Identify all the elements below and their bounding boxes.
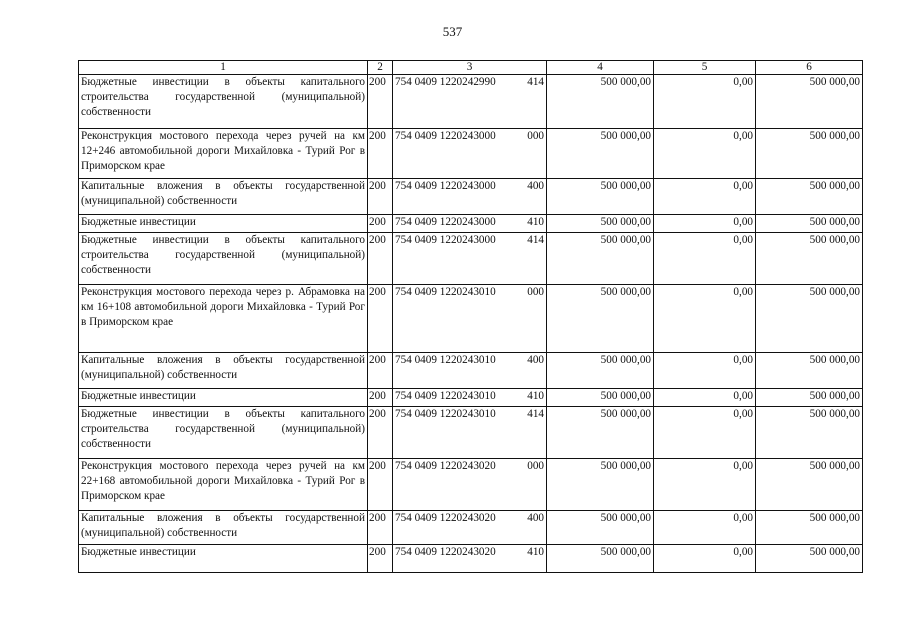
row-name: Бюджетные инвестиции в объекты капитального строительства государственной (муниципальной) собственности xyxy=(79,75,368,129)
row-code-1: 200 xyxy=(368,233,393,285)
row-value-6: 500 000,00 xyxy=(756,233,863,285)
row-code-main: 754 0409 1220243000 xyxy=(395,216,496,228)
column-header: 1 xyxy=(79,61,368,75)
row-code-type: 410 xyxy=(527,390,544,402)
table-row xyxy=(79,389,863,407)
row-name: Капитальные вложения в объекты государственной (муниципальной) собственности xyxy=(79,511,368,545)
row-code-1: 200 xyxy=(368,75,393,129)
row-value-6: 500 000,00 xyxy=(756,75,863,129)
row-code-1: 200 xyxy=(368,285,393,353)
row-code-1: 200 xyxy=(368,353,393,389)
row-value-5: 0,00 xyxy=(654,233,756,285)
row-value-5: 0,00 xyxy=(654,389,756,407)
row-code-type: 000 xyxy=(527,460,544,472)
budget-table xyxy=(78,60,863,573)
row-code-2 xyxy=(393,459,547,511)
row-code-main: 754 0409 1220243000 xyxy=(395,130,496,142)
table-row xyxy=(79,459,863,511)
row-code-2 xyxy=(393,129,547,179)
row-code-type: 400 xyxy=(527,180,544,192)
row-code-type: 410 xyxy=(527,216,544,228)
row-value-5: 0,00 xyxy=(654,129,756,179)
row-code-1: 200 xyxy=(368,511,393,545)
row-code-1: 200 xyxy=(368,179,393,215)
row-code-1: 200 xyxy=(368,545,393,573)
row-value-4: 500 000,00 xyxy=(547,179,654,215)
row-value-6: 500 000,00 xyxy=(756,511,863,545)
row-code-main: 754 0409 1220242990 xyxy=(395,76,496,88)
row-value-5: 0,00 xyxy=(654,545,756,573)
row-code-1: 200 xyxy=(368,389,393,407)
row-value-5: 0,00 xyxy=(654,353,756,389)
row-code-2 xyxy=(393,285,547,353)
row-code-main: 754 0409 1220243000 xyxy=(395,234,496,246)
row-code-main: 754 0409 1220243010 xyxy=(395,408,496,420)
table-row xyxy=(79,179,863,215)
row-name: Реконструкция мостового перехода через ручей на км 22+168 автомобильной дороги Михайловка - Турий Рог в Приморском крае xyxy=(79,459,368,511)
row-code-1: 200 xyxy=(368,129,393,179)
row-value-4: 500 000,00 xyxy=(547,285,654,353)
column-header: 5 xyxy=(654,61,756,75)
row-code-main: 754 0409 1220243020 xyxy=(395,460,496,472)
row-value-6: 500 000,00 xyxy=(756,459,863,511)
row-code-main: 754 0409 1220243010 xyxy=(395,286,496,298)
row-value-6: 500 000,00 xyxy=(756,389,863,407)
row-value-6: 500 000,00 xyxy=(756,179,863,215)
row-value-4: 500 000,00 xyxy=(547,459,654,511)
row-value-6: 500 000,00 xyxy=(756,407,863,459)
row-code-2 xyxy=(393,407,547,459)
table-row xyxy=(79,545,863,573)
row-code-2 xyxy=(393,511,547,545)
row-code-main: 754 0409 1220243000 xyxy=(395,180,496,192)
row-value-4: 500 000,00 xyxy=(547,511,654,545)
table-row xyxy=(79,353,863,389)
row-name: Реконструкция мостового перехода через р. Абрамовка на км 16+108 автомобильной дороги Михайловка - Турий Рог в Приморском крае xyxy=(79,285,368,353)
row-value-6: 500 000,00 xyxy=(756,285,863,353)
row-code-type: 414 xyxy=(527,234,544,246)
row-name: Бюджетные инвестиции xyxy=(79,215,368,233)
row-code-type: 414 xyxy=(527,76,544,88)
row-value-5: 0,00 xyxy=(654,75,756,129)
row-value-5: 0,00 xyxy=(654,407,756,459)
row-value-4: 500 000,00 xyxy=(547,389,654,407)
row-name: Бюджетные инвестиции в объекты капитального строительства государственной (муниципальной) собственности xyxy=(79,407,368,459)
row-value-5: 0,00 xyxy=(654,215,756,233)
row-value-6: 500 000,00 xyxy=(756,129,863,179)
row-code-type: 400 xyxy=(527,354,544,366)
table-header-row xyxy=(79,61,863,75)
row-code-main: 754 0409 1220243020 xyxy=(395,546,496,558)
row-code-2 xyxy=(393,389,547,407)
row-code-main: 754 0409 1220243010 xyxy=(395,390,496,402)
row-code-main: 754 0409 1220243010 xyxy=(395,354,496,366)
row-value-4: 500 000,00 xyxy=(547,545,654,573)
table-row xyxy=(79,407,863,459)
table-row xyxy=(79,285,863,353)
row-code-2 xyxy=(393,233,547,285)
row-value-5: 0,00 xyxy=(654,459,756,511)
row-code-2 xyxy=(393,545,547,573)
table-row xyxy=(79,511,863,545)
row-name: Реконструкция мостового перехода через ручей на км 12+246 автомобильной дороги Михайловка - Турий Рог в Приморском крае xyxy=(79,129,368,179)
row-code-1: 200 xyxy=(368,215,393,233)
row-name: Бюджетные инвестиции в объекты капитального строительства государственной (муниципальной) собственности xyxy=(79,233,368,285)
row-value-5: 0,00 xyxy=(654,285,756,353)
row-code-type: 400 xyxy=(527,512,544,524)
row-code-type: 414 xyxy=(527,408,544,420)
row-name: Капитальные вложения в объекты государственной (муниципальной) собственности xyxy=(79,353,368,389)
column-header: 2 xyxy=(368,61,393,75)
row-name: Бюджетные инвестиции xyxy=(79,545,368,573)
row-value-4: 500 000,00 xyxy=(547,233,654,285)
row-code-main: 754 0409 1220243020 xyxy=(395,512,496,524)
column-header: 3 xyxy=(393,61,547,75)
row-value-4: 500 000,00 xyxy=(547,129,654,179)
row-code-2 xyxy=(393,75,547,129)
page-number: 537 xyxy=(442,24,463,39)
row-code-2 xyxy=(393,215,547,233)
table-row xyxy=(79,233,863,285)
row-value-4: 500 000,00 xyxy=(547,407,654,459)
row-value-5: 0,00 xyxy=(654,179,756,215)
row-name: Капитальные вложения в объекты государственной (муниципальной) собственности xyxy=(79,179,368,215)
row-value-4: 500 000,00 xyxy=(547,353,654,389)
row-code-type: 000 xyxy=(527,130,544,142)
row-value-4: 500 000,00 xyxy=(547,215,654,233)
row-value-4: 500 000,00 xyxy=(547,75,654,129)
row-code-2 xyxy=(393,353,547,389)
row-code-1: 200 xyxy=(368,459,393,511)
row-value-5: 0,00 xyxy=(654,511,756,545)
row-code-2 xyxy=(393,179,547,215)
row-value-6: 500 000,00 xyxy=(756,545,863,573)
table-row xyxy=(79,75,863,129)
column-header: 4 xyxy=(547,61,654,75)
row-code-type: 000 xyxy=(527,286,544,298)
table-row xyxy=(79,215,863,233)
row-code-1: 200 xyxy=(368,407,393,459)
table-row xyxy=(79,129,863,179)
row-value-6: 500 000,00 xyxy=(756,353,863,389)
row-value-6: 500 000,00 xyxy=(756,215,863,233)
row-code-type: 410 xyxy=(527,546,544,558)
column-header: 6 xyxy=(756,61,863,75)
row-name: Бюджетные инвестиции xyxy=(79,389,368,407)
